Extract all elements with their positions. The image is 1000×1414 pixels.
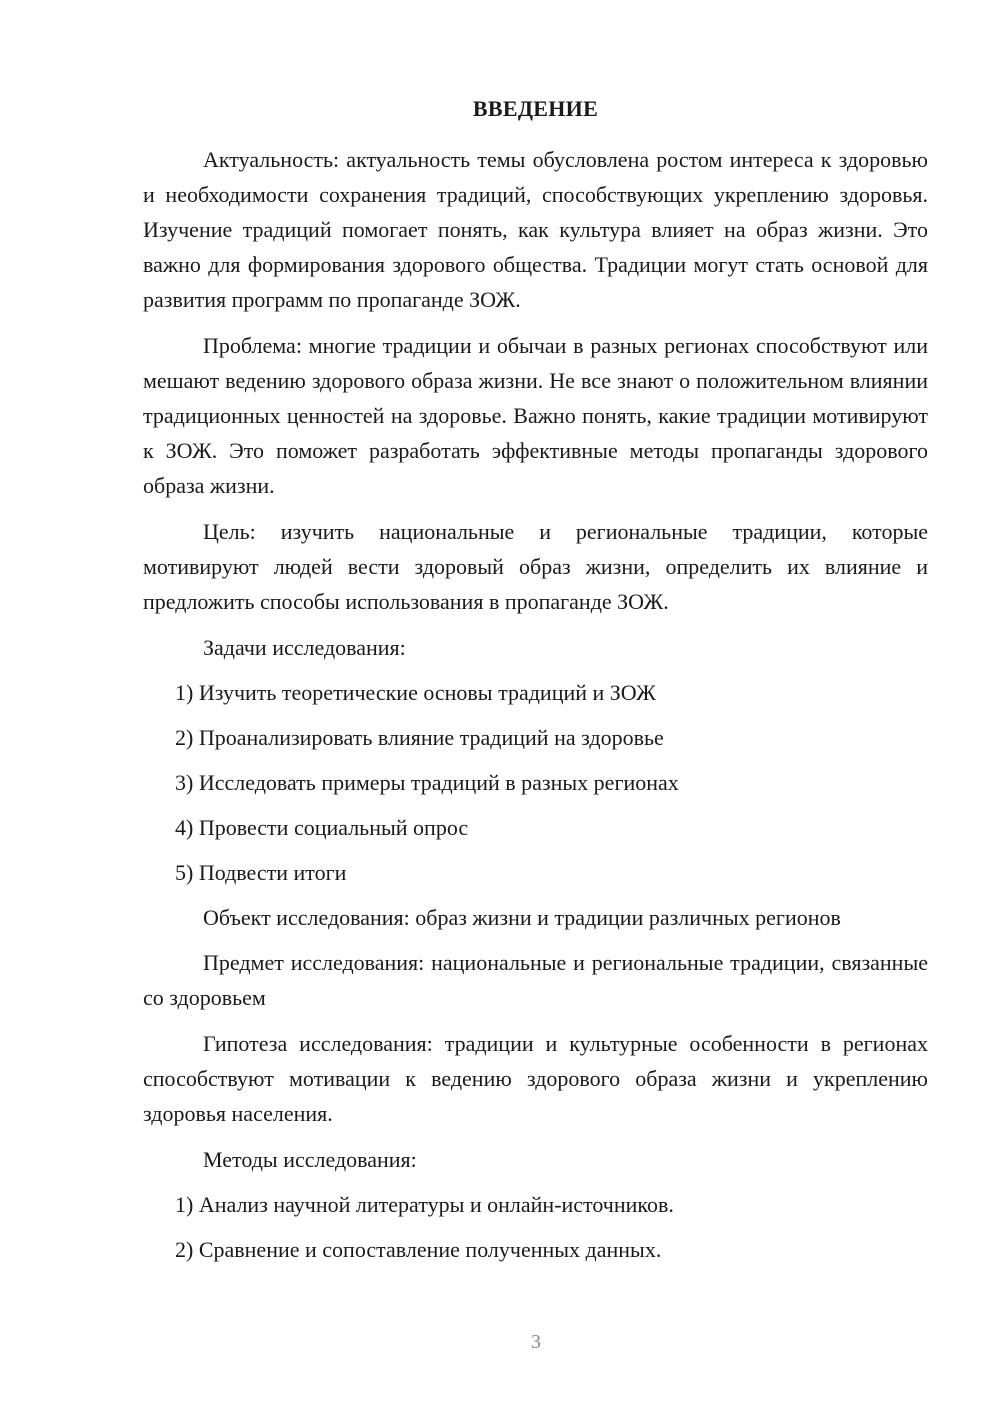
relevance-paragraph: Актуальность: актуальность темы обусловлена ростом интереса к здоровью и необходимости сохранения традиций, способствующих укреплению здоровья. Изучение традиций помогает понять, как культура влияет на образ жизни. Это важно для формирования здорового общества. Традиции могут стать основой для развития программ по пропаганде ЗОЖ. (143, 147, 928, 312)
methods-list (143, 1187, 928, 1267)
document-page (143, 96, 928, 1277)
tasks-list (143, 675, 928, 890)
subject-paragraph: Предмет исследования: национальные и региональные традиции, связанные со здоровьем (143, 950, 928, 1010)
problem-paragraph: Проблема: многие традиции и обычаи в разных регионах способствуют или мешают ведению здорового образа жизни. Не все знают о положительном влиянии традиционных ценностей на здоровье. Важно понять, какие традиции мотивируют к ЗОЖ. Это поможет разработать эффективные методы пропаганды здорового образа жизни. (143, 333, 928, 498)
page-number: 3 (531, 1331, 541, 1353)
list-item: 5) Подвести итоги (175, 860, 347, 885)
list-item: 2) Сравнение и сопоставление полученных данных. (175, 1237, 662, 1262)
tasks-heading: Задачи исследования: (203, 635, 406, 660)
methods-heading: Методы исследования: (203, 1147, 417, 1172)
goal-paragraph: Цель: изучить национальные и региональные традиции, которые мотивируют людей вести здоровый образ жизни, определить их влияние и предложить способы использования в пропаганде ЗОЖ. (143, 519, 928, 614)
object-line: Объект исследования: образ жизни и традиции различных регионов (203, 905, 841, 930)
hypothesis-paragraph: Гипотеза исследования: традиции и культурные особенности в регионах способствуют мотивации к ведению здорового образа жизни и укреплению здоровья населения. (143, 1031, 928, 1126)
list-item: 1) Изучить теоретические основы традиций и ЗОЖ (175, 680, 656, 705)
list-item: 2) Проанализировать влияние традиций на здоровье (175, 725, 664, 750)
page-title: ВВЕДЕНИЕ (472, 96, 599, 121)
list-item: 4) Провести социальный опрос (175, 815, 469, 840)
list-item: 1) Анализ научной литературы и онлайн-источников. (175, 1192, 674, 1217)
list-item: 3) Исследовать примеры традиций в разных регионах (175, 770, 679, 795)
